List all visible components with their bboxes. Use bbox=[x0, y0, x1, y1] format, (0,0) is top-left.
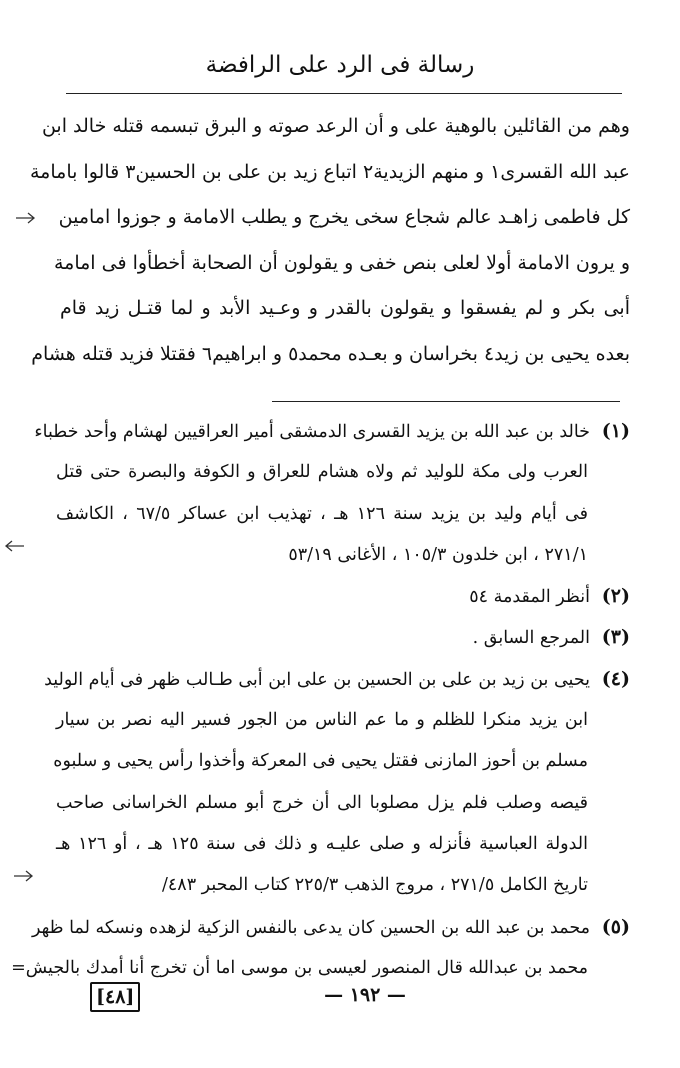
footnote-text: يحيى بن زيد بن على بن الحسين بن على ابن أبى طـالب ظهر فى أيام الوليد bbox=[44, 669, 590, 690]
footnote-number: (١) bbox=[601, 420, 630, 442]
margin-registration-mark bbox=[14, 210, 36, 226]
footnotes-block bbox=[11, 411, 630, 989]
footnote-line: ٢٧١/١ ، ابن خلدون ١٠٥/٣ ، الأغانى ٥٣/١٩ bbox=[288, 544, 588, 565]
margin-registration-mark bbox=[4, 538, 26, 554]
main-text-line: كل فاطمى زاهـد عالم شجاع سخى يخرج و يطلب الامامة و جوزوا امامين bbox=[58, 206, 630, 228]
main-text-block bbox=[29, 104, 630, 377]
page-number: — ١٩٢ — bbox=[324, 984, 406, 1006]
footnote-number: (٣) bbox=[601, 626, 630, 649]
footnote-text: محمد بن عبد الله بن الحسين كان يدعى بالنفس الزكية لزهده ونسكه لما ظهر bbox=[31, 917, 590, 938]
footnote-number: (٥) bbox=[601, 915, 630, 938]
footnote-line: فى أيام وليد بن يزيد سنة ١٢٦ هـ ، تهذيب ابن عساكر ٦٧/٥ ، الكاشف bbox=[56, 503, 589, 524]
book-page-number: [٤٨] bbox=[90, 982, 140, 1012]
header-rule bbox=[66, 93, 622, 94]
footnote-line: تاريخ الكامل ٢٧١/٥ ، مروج الذهب ٢٢٥/٣ كتاب المحبر ٤٨٣/ bbox=[162, 875, 588, 896]
main-text-line: وهم من القائلين بالوهية على و أن الرعد صوته و البرق تبسمه قتله خالد ابن bbox=[41, 115, 630, 137]
footnote-line bbox=[34, 411, 630, 452]
footnote-line: قيصه وصلب فلم يزل مصلوبا الى أن خرج أبو مسلم الخراسانى صاحب bbox=[56, 792, 588, 813]
footnote-line: الدولة العباسية فأنزله و صلى عليـه و ذلك فى سنة ١٢٥ هـ ، أو ١٢٦ هـ bbox=[56, 833, 588, 854]
footnote-line: محمد بن عبدالله قال المنصور لعيسى بن موسى اما أن تخرج أنا أمدك بالجيش= bbox=[11, 957, 588, 978]
main-text-line: أبى بكر و لم يفسقوا و يقولون بالقدر و وعـيد الأبد و لما قتـل زيد قام bbox=[60, 297, 630, 319]
footnote-line: ابن يزيد منكرا للظلم و ما عم الناس من الجور فسير اليه نصر بن سيار bbox=[56, 710, 588, 731]
main-text-line: و يرون الامامة أولا لعلى بنص خفى و يقولون أن الصحابة أخطأوا فى امامة bbox=[53, 251, 630, 274]
footnote-line bbox=[56, 576, 630, 617]
margin-registration-mark bbox=[12, 868, 34, 884]
footnote-number: (٤) bbox=[601, 667, 630, 690]
footnote-line bbox=[44, 659, 630, 700]
footnote-line bbox=[56, 617, 630, 658]
footnote-line: العرب ولى مكة للوليد ثم ولاه هشام للعراق و الكوفة والبصرة حتى قتل bbox=[56, 462, 588, 483]
footnote-number: (٢) bbox=[601, 585, 630, 608]
main-text-line: عبد الله القسرى١ و منهم الزيدية٢ اتباع زيد بن على بن الحسين٣ قالوا بامامة bbox=[29, 160, 630, 183]
page-footer bbox=[90, 980, 630, 1016]
running-header-title: رسالة فى الرد على الرافضة bbox=[205, 52, 475, 78]
footnote-text: خالد بن عبد الله بن يزيد القسرى الدمشقى أمير العراقيين لهشام وأحد خطباء bbox=[34, 422, 590, 442]
footnote-text: المرجع السابق . bbox=[472, 628, 590, 649]
footnote-line bbox=[31, 907, 630, 948]
footnote-line: مسلم بن أحوز المازنى فقتل يحيى فى المعركة وأخذوا رأس يحيى و سلبوه bbox=[53, 751, 588, 772]
footnote-text: أنظر المقدمة ٥٤ bbox=[469, 587, 590, 608]
main-text-line: بعده يحيى بن زيد٤ بخراسان و بعـده محمد٥ و ابراهيم٦ فقتلا فزيد قتله هشام bbox=[31, 342, 630, 365]
footnote-separator-rule bbox=[272, 401, 620, 402]
